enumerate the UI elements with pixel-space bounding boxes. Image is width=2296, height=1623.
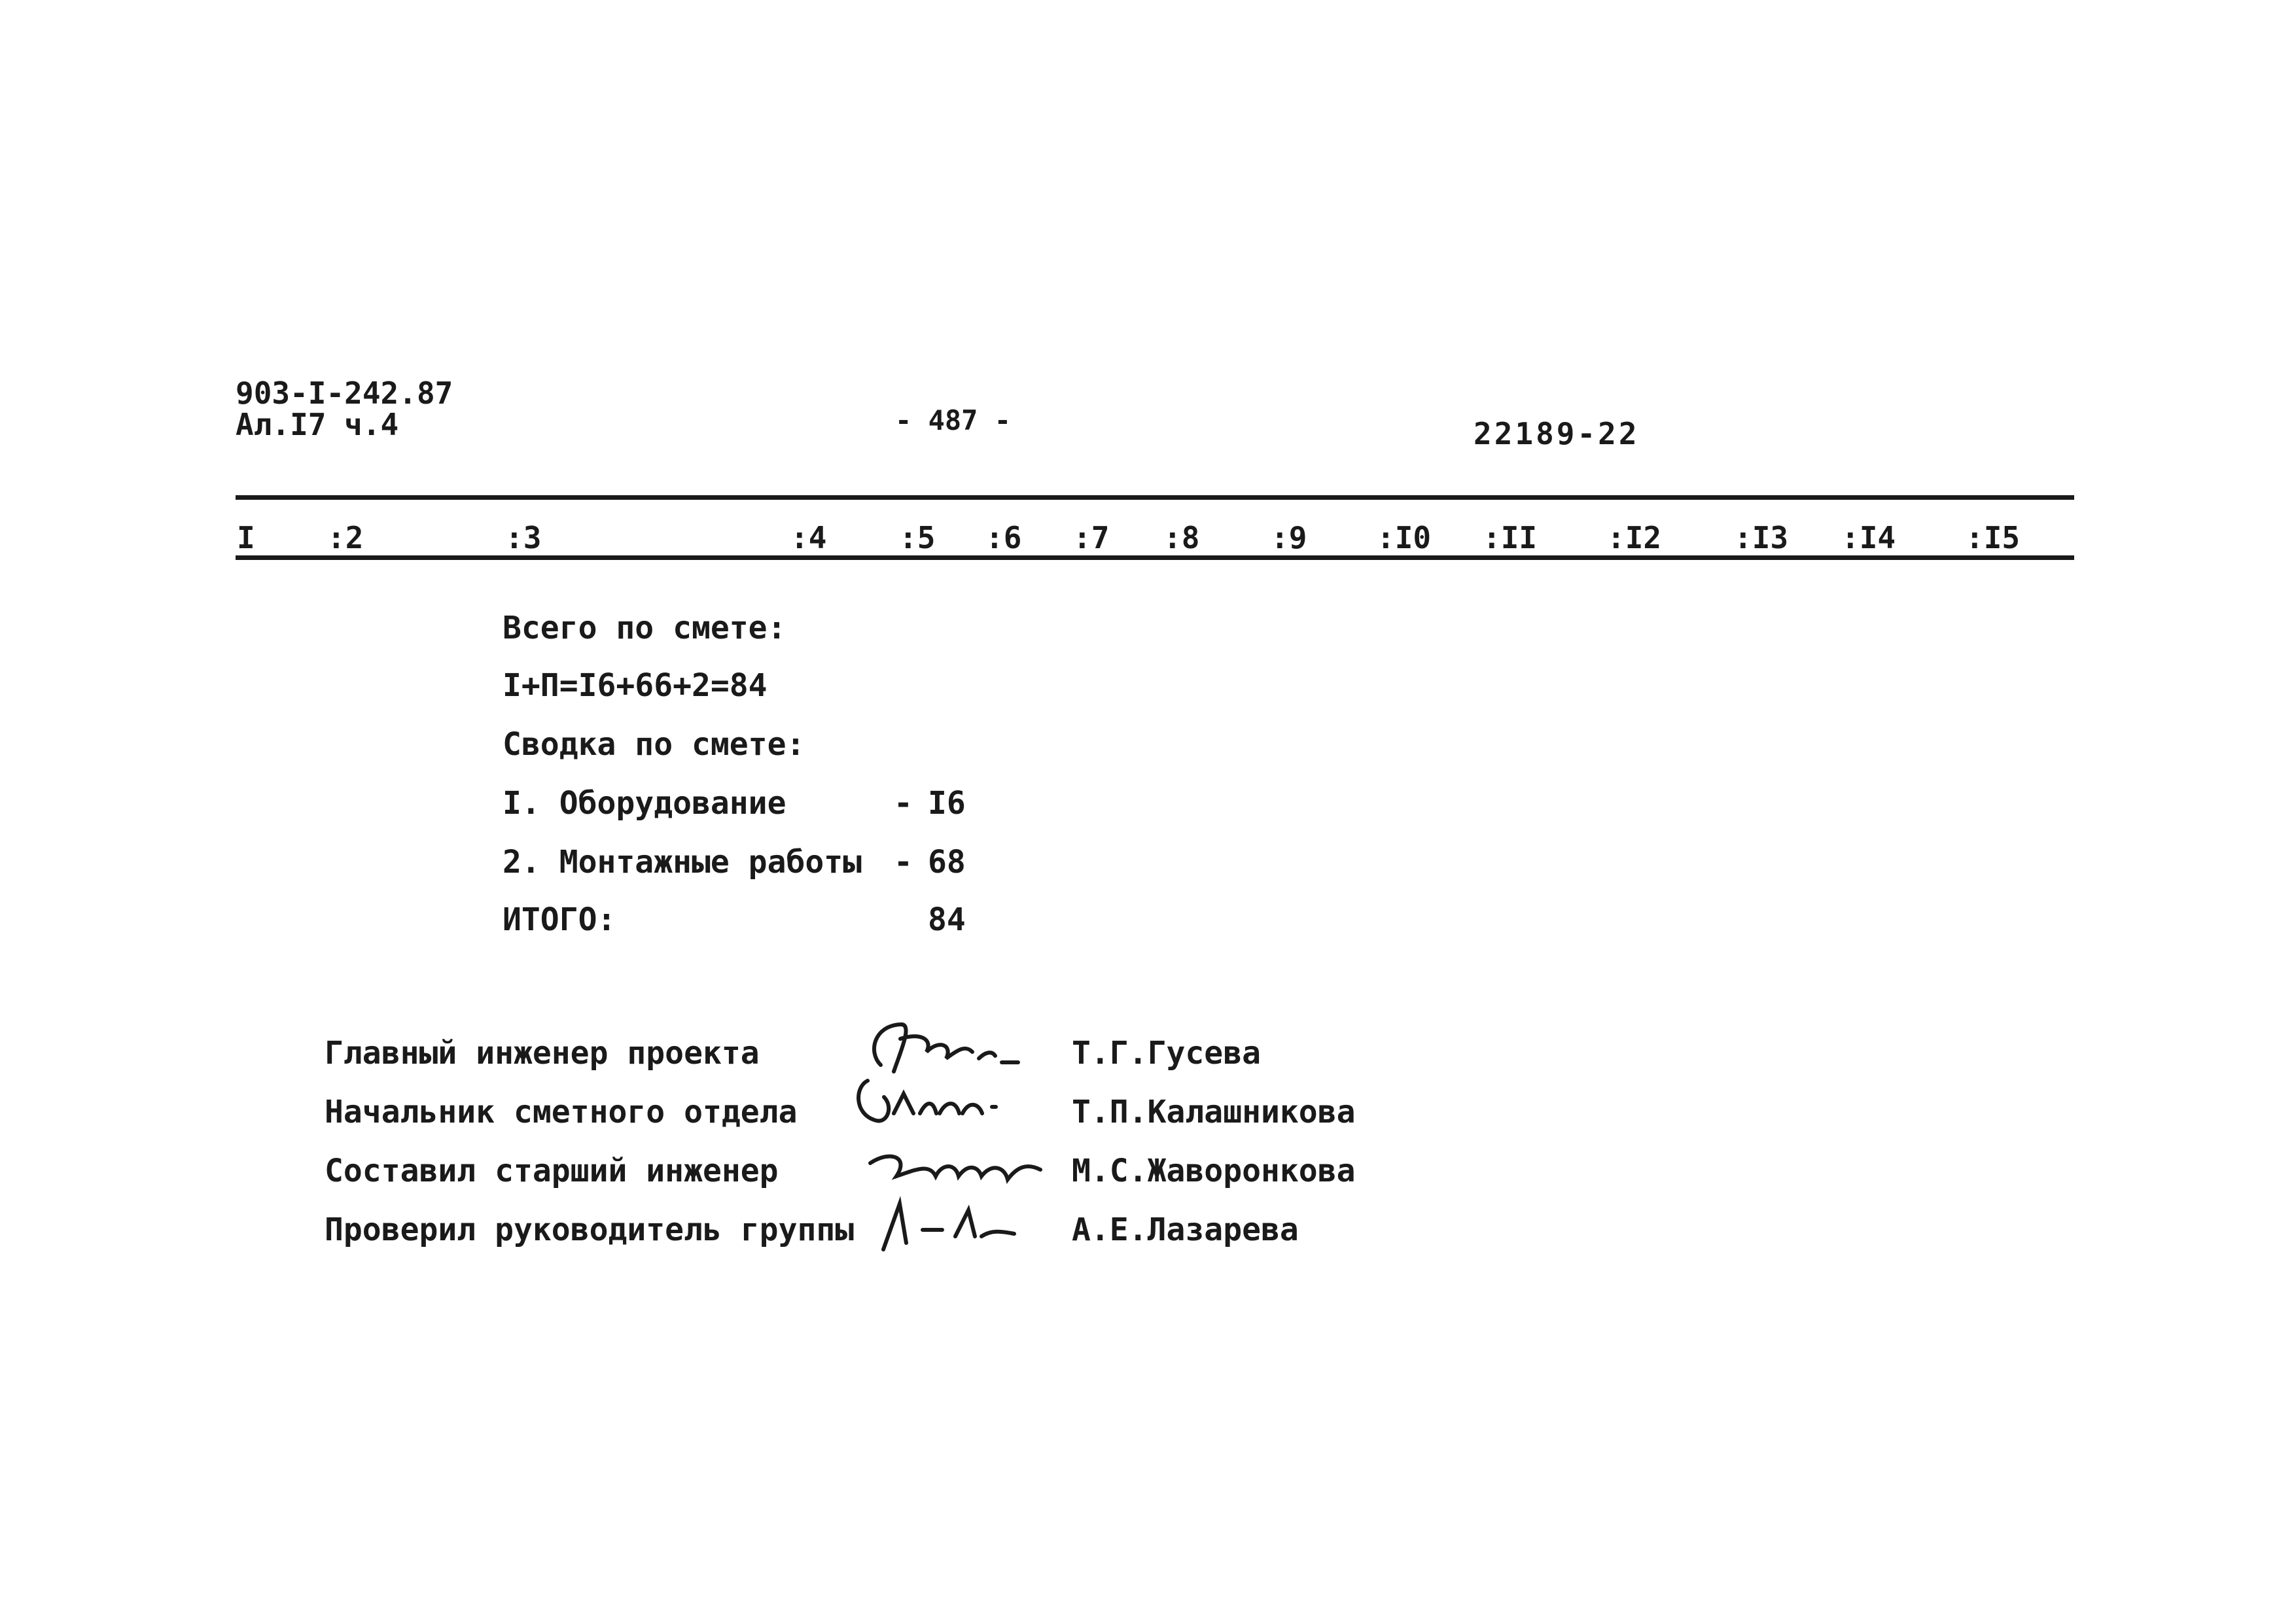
column-header-6: :6 [985,520,1022,555]
signature-name-lazareva: А.Е.Лазарева [1072,1212,1299,1248]
grand-total-value: 84 [928,901,966,938]
document-number: 22189-22 [1474,416,1640,451]
item-equipment-value: I6 [928,785,966,822]
column-header-5: :5 [899,520,936,555]
item-installation-value: 68 [928,844,966,881]
column-header-11: :II [1483,520,1538,555]
table-bottom-rule [236,555,2074,560]
document-code: 903-I-242.87 [236,375,453,411]
breakdown-title: Сводка по смете: [503,726,805,763]
signature-name-gusev: Т.Г.Гусева [1072,1035,1261,1072]
column-header-13: :I3 [1734,520,1789,555]
column-header-12: :I2 [1607,520,1662,555]
page-number: - 487 - [895,404,1012,436]
handwritten-signature-kalashnikova [848,1068,1005,1140]
column-header-4: :4 [790,520,827,555]
handwritten-signature-lazareva [870,1191,1021,1256]
signature-role-senior-engineer: Составил старший инженер [325,1153,779,1189]
item-equipment-label: I. Оборудование [503,785,786,822]
signature-name-kalashnikova: Т.П.Калашникова [1072,1094,1356,1130]
signature-role-group-lead: Проверил руководитель группы [325,1212,855,1248]
signature-name-zhavoronkova: М.С.Жаворонкова [1072,1153,1356,1189]
column-header-7: :7 [1073,520,1110,555]
column-header-14: :I4 [1841,520,1896,555]
signature-role-estimate-head: Начальник сметного отдела [325,1094,798,1130]
total-formula: I+П=I6+66+2=84 [503,667,768,704]
item-installation-dash: - [894,844,913,881]
table-top-rule [236,495,2074,500]
column-header-8: :8 [1163,520,1200,555]
total-title: Всего по смете: [503,610,786,646]
column-header-9: :9 [1271,520,1307,555]
column-header-3: :3 [505,520,542,555]
signature-role-chief-engineer: Главный инженер проекта [325,1035,760,1072]
column-header-1: I [237,520,255,555]
item-installation-label: 2. Монтажные работы [503,844,862,881]
column-header-10: :I0 [1377,520,1432,555]
grand-total-label: ИТОГО: [503,901,616,938]
column-header-2: :2 [327,520,364,555]
sheet-reference: Ал.I7 ч.4 [236,407,399,442]
handwritten-signature-zhavoronkova [864,1137,1047,1196]
item-equipment-dash: - [894,785,913,822]
column-header-15: :I5 [1966,520,2021,555]
